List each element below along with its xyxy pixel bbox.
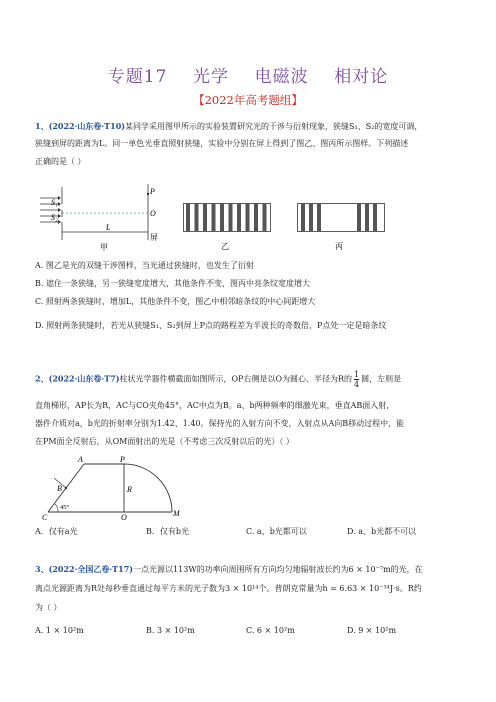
q1-option-c: C. 照射两条狭缝时，增加L，其他条件不变，图乙中相邻暗条纹的中心间距增大	[35, 297, 316, 306]
q2-label-a: A	[78, 456, 83, 464]
q1-label-p: P	[150, 187, 155, 196]
q1-option-a: A. 图乙是光的双缝干涉图样，当光通过狭缝时，也发生了衍射	[35, 261, 254, 270]
yi-stripe	[203, 204, 207, 231]
q1-text-1: 某同学采用图甲所示的实验装置研究光的干涉与衍射现象，狭缝S₁、S₂的宽度可调，	[125, 122, 423, 131]
q2-label-p: P	[120, 456, 125, 464]
q1-option-d: D. 照射两条狭缝时，若光从狭缝S₁、S₂到屏上P点的路程差为半波长的奇数倍，P点处一定是暗条纹	[35, 321, 387, 330]
q2-fraction	[354, 370, 359, 389]
q2-option-c: C. a、b光都可以	[246, 527, 307, 536]
q2-label-angle: 45°	[60, 504, 70, 511]
q1-label-s1: S₁	[51, 198, 58, 207]
q2-frac-num: 1	[354, 370, 360, 379]
q2-text-2: 直角梯形，AP长为R，AC与CO夹角45°，AC中点为B。a、b两种频率的细激光束，垂直AB面入射，	[35, 401, 395, 410]
q1-line1	[35, 120, 422, 133]
q1-label-yi: 乙	[221, 242, 229, 251]
yi-stripe	[195, 204, 199, 231]
q2-header: 2、(2022·山东卷·T7)	[35, 373, 120, 384]
yi-stripe	[229, 204, 233, 231]
q1-text-2: 狭缝到屏的距离为L。同一单色光垂直照射狭缝，实验中分别在屏上得到了图乙、图丙所示图样。下列描述	[35, 139, 409, 148]
q1-option-b: B. 遮住一条狭缝，另一狭缝宽度增大，其他条件不变，图丙中亮条纹宽度增大	[35, 279, 310, 288]
q2-text-3: 器件介质对a，b光的折射率分别为1.42、1.40。保持光的入射方向不变，入射点从A向B移动过程中，能	[35, 419, 405, 428]
q3-option-a: A. 1 × 10²m	[35, 626, 84, 635]
q1-label-o: O	[150, 209, 156, 218]
yi-stripe	[237, 204, 241, 231]
q2-label-c: C	[42, 513, 48, 520]
q1-figure-yi	[183, 203, 273, 253]
q3-text-3: 为（ ）	[35, 603, 62, 612]
q2-text-4: 在PM面全反射后，从OM面射出的光是（不考虑三次反射以后的光）（ ）	[35, 437, 294, 446]
q2-label-r: R	[127, 485, 132, 494]
q1-label-bing: 丙	[335, 242, 343, 251]
q1-label-screen: 屏	[150, 233, 158, 242]
q1-label-s2: S₂	[51, 213, 58, 222]
q2-text-1a: 柱状光学器件横截面如图所示，OP右侧是以O为圆心、半径为R的	[119, 374, 353, 384]
yi-stripe	[212, 204, 216, 231]
q1-figure-bing	[297, 203, 387, 253]
q3-text-2: 离点光源距离为R处每秒垂直通过每平方米的光子数为3 × 10¹⁴个。普朗克常量为h = 6.63 × 10⁻³⁴J·s。R约	[35, 584, 422, 593]
q3-line1	[35, 563, 423, 576]
q3-option-c: C. 6 × 10²m	[246, 626, 295, 635]
q3-option-b: B. 3 × 10²m	[146, 626, 195, 635]
q2-frac-den: 4	[354, 380, 360, 389]
q2-option-d: D. a、b光都不可以	[347, 527, 417, 536]
q1-label-l: L	[106, 223, 111, 232]
q2-label-o: O	[121, 513, 127, 520]
q2-option-a: A．仅有a光	[35, 527, 78, 536]
q2-option-b: B．仅有b光	[146, 527, 189, 536]
yi-stripe	[254, 204, 258, 231]
page-subtitle: 【2022年高考题组】	[193, 93, 303, 107]
q1-label-jia: 甲	[100, 243, 108, 252]
q3-text-1: 一点光源以113W的功率向周围所有方向均匀地辐射波长约为6 × 10⁻⁷m的光，在	[133, 565, 423, 574]
q2-label-b: B	[57, 484, 62, 493]
q1-figure-jia	[38, 182, 168, 254]
yi-stripe	[263, 204, 267, 231]
yi-stripe	[186, 204, 190, 231]
yi-stripe	[246, 204, 250, 231]
q3-option-d: D. 9 × 10²m	[347, 626, 397, 635]
q1-header: 1、(2022·山东卷·T10)	[35, 121, 126, 131]
q2-figure	[40, 456, 180, 520]
q2-line1	[35, 370, 401, 389]
q3-header: 3、(2022·全国乙卷·T17)	[35, 564, 134, 574]
q1-text-3: 正确的是（ ）	[35, 157, 86, 166]
page-title: 专题17 光学 电磁波 相对论	[107, 67, 389, 87]
q2-text-1b: 圆，左则是	[361, 374, 402, 384]
yi-stripe	[220, 204, 224, 231]
q2-label-m: M	[173, 509, 180, 518]
